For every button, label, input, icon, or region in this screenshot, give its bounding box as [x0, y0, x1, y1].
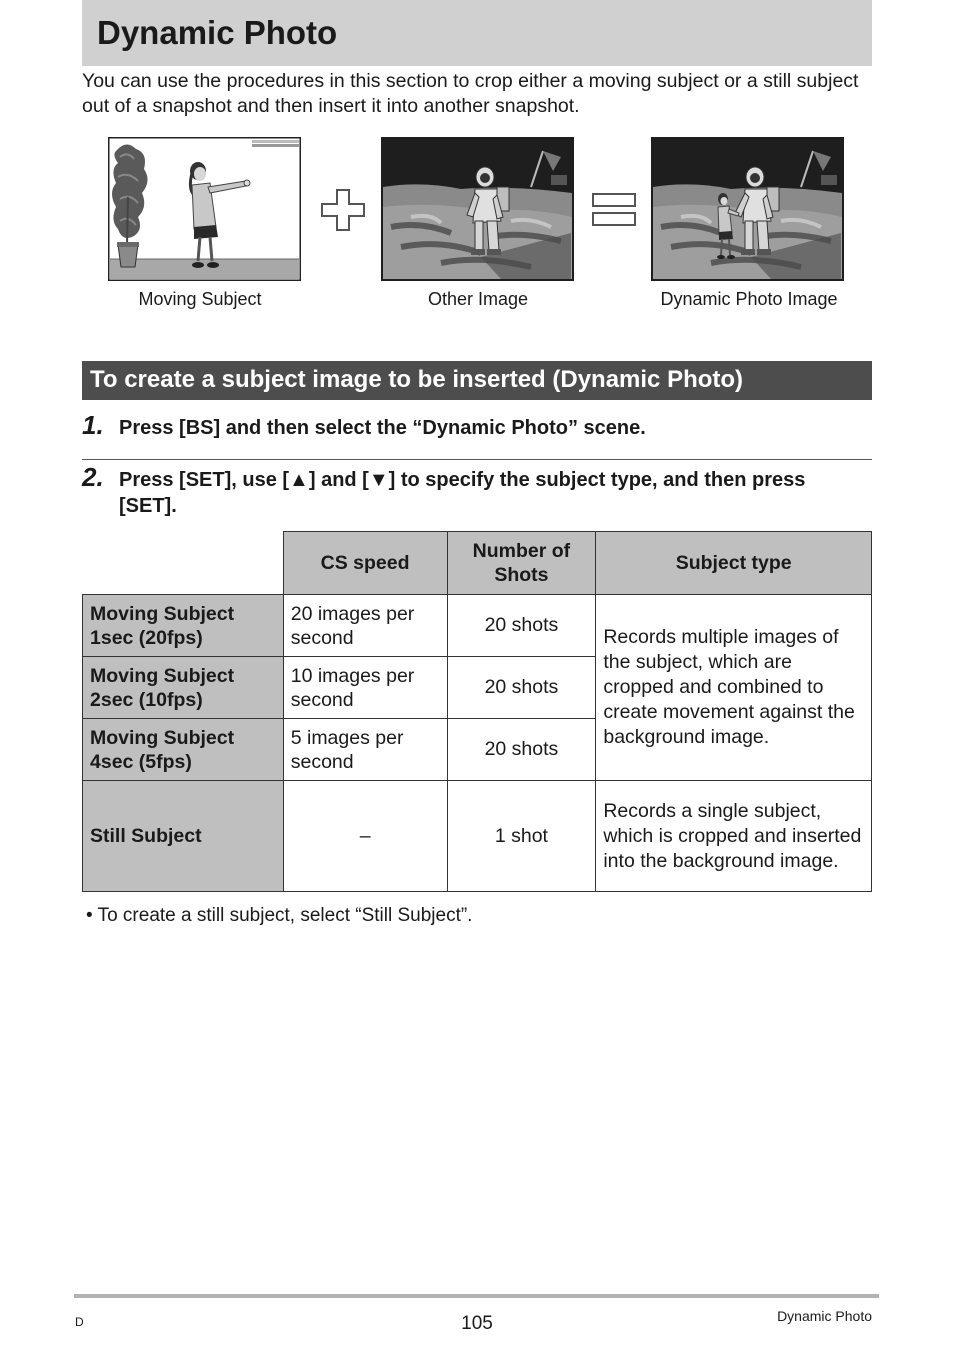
table-corner-cell: [83, 532, 284, 595]
figure-moving-subject: [108, 137, 301, 281]
cs-speed-cell: –: [283, 781, 447, 892]
plus-icon: [321, 189, 365, 236]
row-label: Moving Subject 1sec (20fps): [83, 595, 284, 657]
table-row: [83, 595, 872, 657]
shots-cell: 1 shot: [447, 781, 596, 892]
header-number-of-shots: Number of Shots: [447, 532, 596, 595]
section-heading-bar: [82, 361, 872, 400]
table-row: [83, 781, 872, 892]
step-1-text: Press [BS] and then select the “Dynamic Photo” scene.: [119, 417, 646, 439]
step-divider: [82, 459, 872, 460]
row-label: Moving Subject 2sec (10fps): [83, 657, 284, 719]
subject-type-table: [82, 531, 872, 892]
shots-cell: 20 shots: [447, 657, 596, 719]
cs-speed-cell: 10 images per second: [283, 657, 447, 719]
footer-language-code: D: [75, 1315, 84, 1329]
equals-icon: [592, 193, 636, 232]
step-2-number: 2.: [82, 462, 104, 492]
step-2-text: Press [SET], use [▲] and [▼] to specify the subject type, and then press [SET].: [119, 469, 806, 517]
figure-dynamic-photo-image: [651, 137, 844, 281]
footer-section-name: Dynamic Photo: [777, 1308, 872, 1324]
figure-label-dynamic-photo-image: Dynamic Photo Image: [660, 289, 838, 309]
figure-other-image: [381, 137, 574, 281]
header-cs-speed: CS speed: [283, 532, 447, 595]
page-number: 105: [461, 1313, 493, 1334]
page-title: Dynamic Photo: [97, 14, 338, 51]
header-subject-type: Subject type: [596, 532, 872, 595]
subject-type-description-still: Records a single subject, which is cropped and inserted into the background image.: [596, 781, 872, 892]
intro-text: You can use the procedures in this section to crop either a moving subject or a still subject out of a snapshot and then insert it into another snapshot.: [82, 70, 859, 117]
row-label: Moving Subject 4sec (5fps): [83, 719, 284, 781]
row-label: Still Subject: [83, 781, 284, 892]
shots-cell: 20 shots: [447, 719, 596, 781]
shots-cell: 20 shots: [447, 595, 596, 657]
cs-speed-cell: 5 images per second: [283, 719, 447, 781]
step-1-number: 1.: [82, 410, 104, 440]
title-bar: [82, 0, 872, 66]
subject-type-description-moving: Records multiple images of the subject, which are cropped and combined to create movement against the background image.: [596, 595, 872, 781]
cs-speed-cell: 20 images per second: [283, 595, 447, 657]
note-bullet: • To create a still subject, select “Still Subject”.: [86, 905, 473, 926]
figure-label-moving-subject: Moving Subject: [138, 289, 262, 309]
footer-rule: [74, 1294, 879, 1298]
figure-label-other-image: Other Image: [427, 289, 529, 309]
table-header-row: [83, 532, 872, 595]
section-heading: To create a subject image to be inserted (Dynamic Photo): [90, 366, 744, 393]
